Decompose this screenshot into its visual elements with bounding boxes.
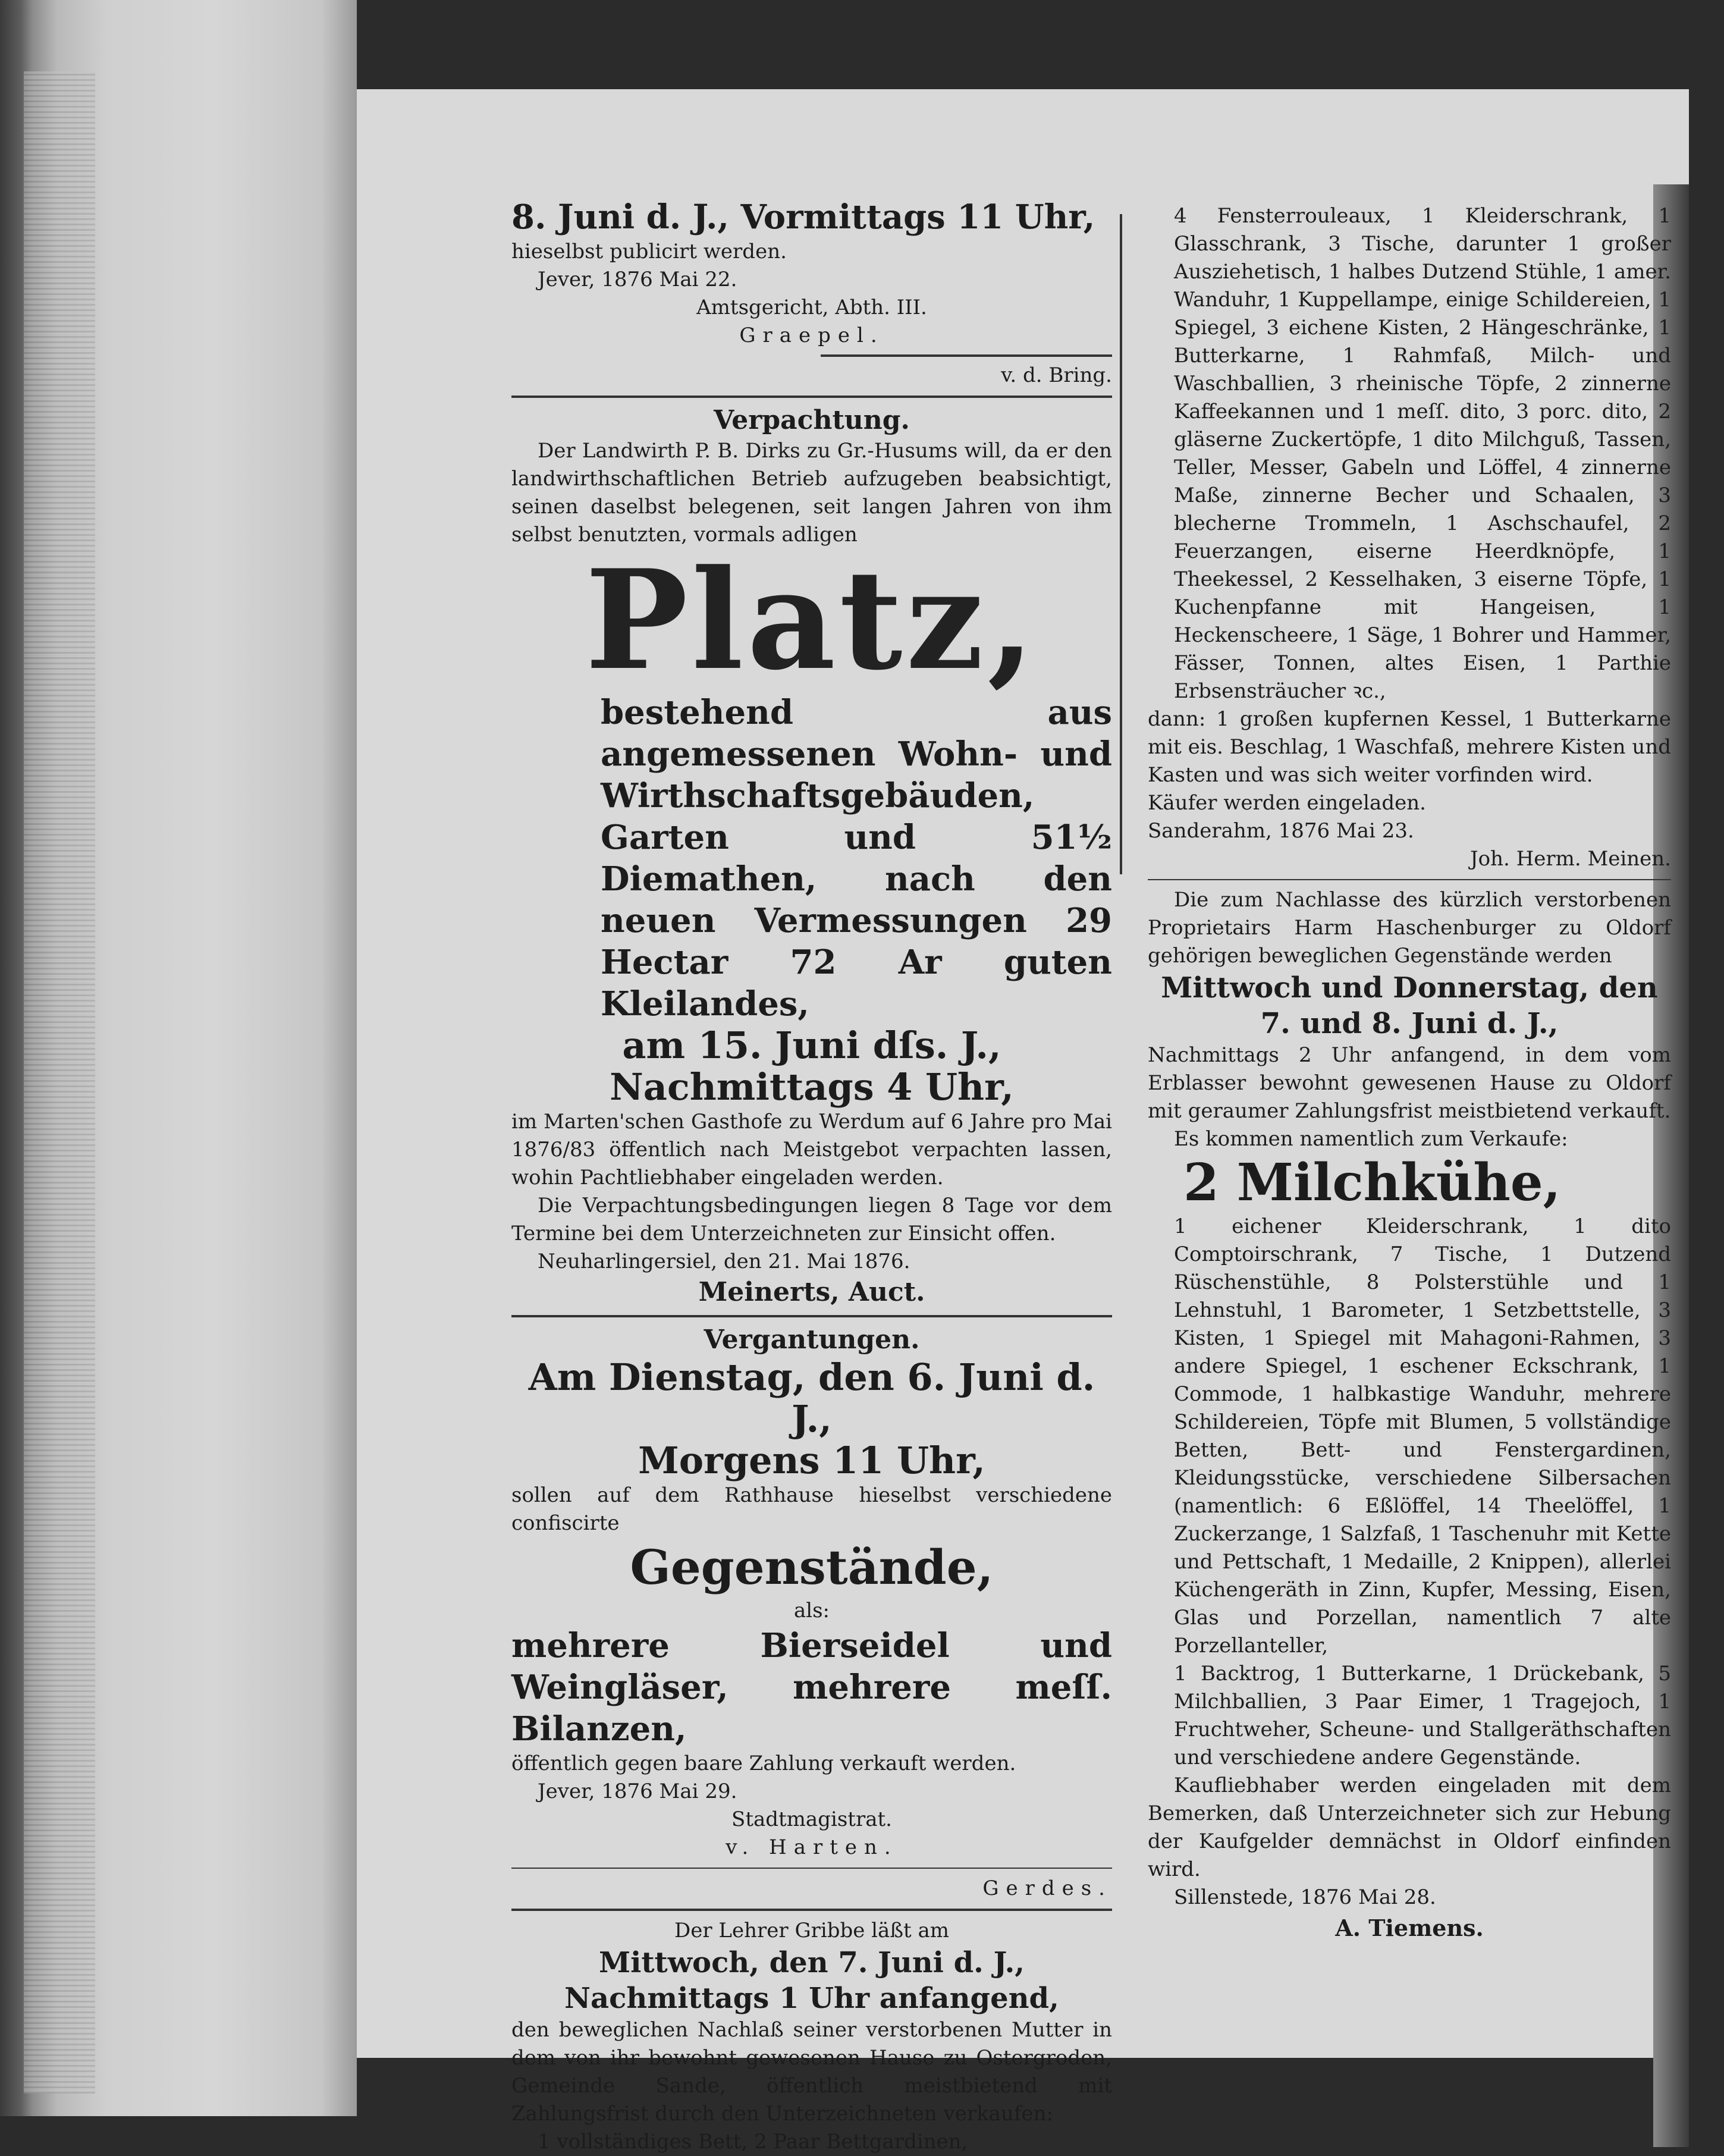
nachlass-text: Nachmittags 2 Uhr anfangend, in dem vom Erblasser bewohnt gewesenen Hause zu Oldorf mit geraumer Zahlungsfrist meistbietend verkauft. [1148,1043,1671,1123]
platz-time: Nachmittags 4 Uhr, [610,1065,1014,1109]
verpachtung-title: Verpachtung. [714,405,910,435]
vergantungen-time: Morgens 11 Uhr, [638,1439,985,1482]
vergantungen-als: als: [793,1599,830,1623]
vergantungen-date: Am Dienstag, den 6. Juni d. J., [528,1355,1095,1441]
vergantungen-items: mehrere Bierseidel und Weingläser, mehrere meſſ. Bilanzen, [511,1626,1112,1749]
gribbe-intro: Der Lehrer Gribbe läßt am [674,1919,950,1942]
top-date: Jever, 1876 Mai 22. [538,268,737,291]
top-heading: 8. Juni d. J., Vormittags 11 Uhr, [511,197,1095,237]
gribbe-items: 1 vollständiges Bett, 2 Paar Bettgardinen, [538,2130,968,2154]
continued-kaeufer: Käufer werden eingeladen. [1148,791,1426,815]
nachlass-date2: 7. und 8. Juni d. J., [1260,1007,1559,1040]
nachlass-items: 1 eichener Kleiderschrank, 1 dito Comptoirschrank, 7 Tische, 1 Dutzend Rüschenstühle, 8 Polsterstühle und 1 Lehnstuhl, 1 Barometer, 1 Setzbettstelle, 3 Kisten, 1 Spiegel mit Mahagoni-Rahmen, 3 andere Spiegel, 1 eschener Eckschrank, 1 Commode, 1 halbkastige Wanduhr, mehrere Schildereien, Töpfe mit Blumen, 5 vollständige Betten, Bett- und Fenstergardinen, Kleidungsstücke, verschiedene Silbersachen (namentlich: 6 Eßlöffel, 14 Theelöffel, 1 Zuckerzange, 1 Salzfaß, 1 Taschenuhr mit Kette und Pettschaft, 1 Medaille, 2 Knippen), allerlei Küchengeräth in Zinn, Kupfer, Messing, Eisen, Glas und Porzellan, namentlich 7 alte Porzellanteller, [1174,1214,1671,1658]
continued-date: Sanderahm, 1876 Mai 23. [1148,819,1414,843]
platz-date-line: Neuharlingersiel, den 21. Mai 1876. [538,1250,910,1273]
platz-text2: Die Verpachtungsbedingungen liegen 8 Tage vor dem Termine bei dem Unterzeichneten zur Einsicht offen. [511,1194,1112,1245]
platz-date: am 15. Juni dſs. J., [622,1024,1001,1067]
nachlass-date: Mittwoch und Donnerstag, den [1161,971,1658,1005]
continued-dann: dann: 1 großen kupfernen Kessel, 1 Butterkarne mit eis. Beschlag, 1 Waschfaß, mehrere Kisten und Kasten und was sich weiter vorfinden wird. [1148,707,1671,787]
top-line2: hieselbst publicirt werden. [511,240,787,263]
column-divider [1120,214,1122,874]
gribbe-date: Mittwoch, den 7. Juni d. J., [599,1946,1025,1979]
continued-signature: Joh. Herm. Meinen. [1469,847,1671,871]
vergantungen-text: sollen auf dem Rathhause hieselbst verschiedene confiscirte [511,1483,1112,1535]
top-name: Graepel. [739,324,884,347]
book-page-edges [0,0,357,2116]
divider [511,1315,1112,1317]
platz-signature: Meinerts, Auct. [698,1277,925,1307]
vergantungen-name: v. Harten. [726,1835,898,1859]
nachlass-date-line: Sillenstede, 1876 Mai 28. [1174,1885,1436,1909]
platz-text: im Marten'schen Gasthofe zu Werdum auf 6 Jahre pro Mai 1876/83 öffentlich nach Meistgebot verpachten lassen, wohin Pachtliebhaber eingeladen werden. [511,1110,1112,1190]
divider [511,1909,1112,1911]
divider [511,396,1112,398]
gribbe-time: Nachmittags 1 Uhr anfangend, [564,1982,1059,2015]
newspaper-page [357,89,1689,2154]
nachlass-kommen: Es kommen namentlich zum Verkaufe: [1174,1127,1568,1151]
top-signature: v. d. Bring. [1001,363,1112,387]
divider [1148,879,1671,880]
vergantungen-title: Vergantungen. [704,1325,920,1355]
divider [821,354,1112,357]
top-court: Amtsgericht, Abth. III. [696,296,927,319]
platz-description: bestehend aus angemessenen Wohn- und Wirthschaftsgebäuden, Garten und 51½ Diemathen, nach den neuen Vermessungen 29 Hectar 72 Ar guten Kleilandes, [601,693,1112,1024]
divider [511,1868,1112,1869]
platz-heading: Platz, [585,540,1039,701]
vergantungen-magistrat: Stadtmagistrat. [731,1807,892,1831]
vergantungen-items-title: Gegenstände, [630,1539,994,1595]
vergantungen-text2: öffentlich gegen baare Zahlung verkauft werden. [511,1752,1016,1775]
cover-speckle [24,71,95,2094]
continued-items: 4 Fensterrouleaux, 1 Kleiderschrank, 1 Glasschrank, 3 Tische, darunter 1 großer Ausziehetisch, 1 halbes Dutzend Stühle, 1 amer. Wanduhr, 1 Kuppellampe, einige Schildereien, 1 Spiegel, 3 eichene Kisten, 2 Hängeschränke, 1 Butterkarne, 1 Rahmfaß, Milch- und Waschballien, 3 rheinische Töpfe, 2 zinnerne Kaffeekannen und 1 meſſ. dito, 3 porc. dito, 2 gläserne Zuckertöpfe, 1 dito Milchguß, Tassen, Teller, Messer, Gabeln und Löffel, 4 zinnerne Maße, zinnerne Becher und Schaalen, 3 blecherne Trommeln, 1 Aschschaufel, 2 Feuerzangen, eiserne Heerdknöpfe, 1 Theekessel, 2 Kesselhaken, 3 eiserne Töpfe, 1 Kuchenpfanne mit Hangeisen, 1 Heckenscheere, 1 Säge, 1 Bohrer und Hammer, Fässer, Tonnen, altes Eisen, 1 Parthie Erbsensträucher ꝛc., [1174,204,1671,703]
verpachtung-intro: Der Landwirth P. B. Dirks zu Gr.-Husums will, da er den landwirthschaftlichen Betrieb aufzugeben beabsichtigt, seinen daselbst belegenen, seit langen Jahren von ihm selbst benutzten, vormals adligen [511,439,1112,547]
nachlass-signature: A. Tiemens. [1335,1915,1484,1941]
vergantungen-signature: Gerdes. [982,1876,1112,1900]
right-column [1148,202,1671,2046]
nachlass-intro: Die zum Nachlasse des kürzlich verstorbenen Proprietairs Harm Haschenburger zu Oldorf gehörigen beweglichen Gegenstände werden [1148,888,1671,968]
nachlass-items2: 1 Backtrog, 1 Butterkarne, 1 Drückebank, 5 Milchballien, 3 Paar Eimer, 1 Tragejoch, 1 Fruchtweher, Scheune- und Stallgeräthschaften und verschiedene andere Gegenstände. [1174,1662,1671,1769]
left-column [511,196,1112,2154]
vergantungen-date-line: Jever, 1876 Mai 29. [538,1780,737,1803]
gribbe-text: den beweglichen Nachlaß seiner verstorbenen Mutter in dem von ihr bewohnt gewesenen Hause zu Ostergroden, Gemeinde Sande, öffentlich meistbietend mit Zahlungsfrist durch den Unterzeichneten verkaufen: [511,2018,1112,2126]
milchkuehe-heading: 2 Milchkühe, [1183,1153,1561,1213]
nachlass-kauf: Kaufliebhaber werden eingeladen mit dem Bemerken, daß Unterzeichneter sich zur Hebung der Kaufgelder demnächst in Oldorf einfinden wird. [1148,1774,1671,1881]
